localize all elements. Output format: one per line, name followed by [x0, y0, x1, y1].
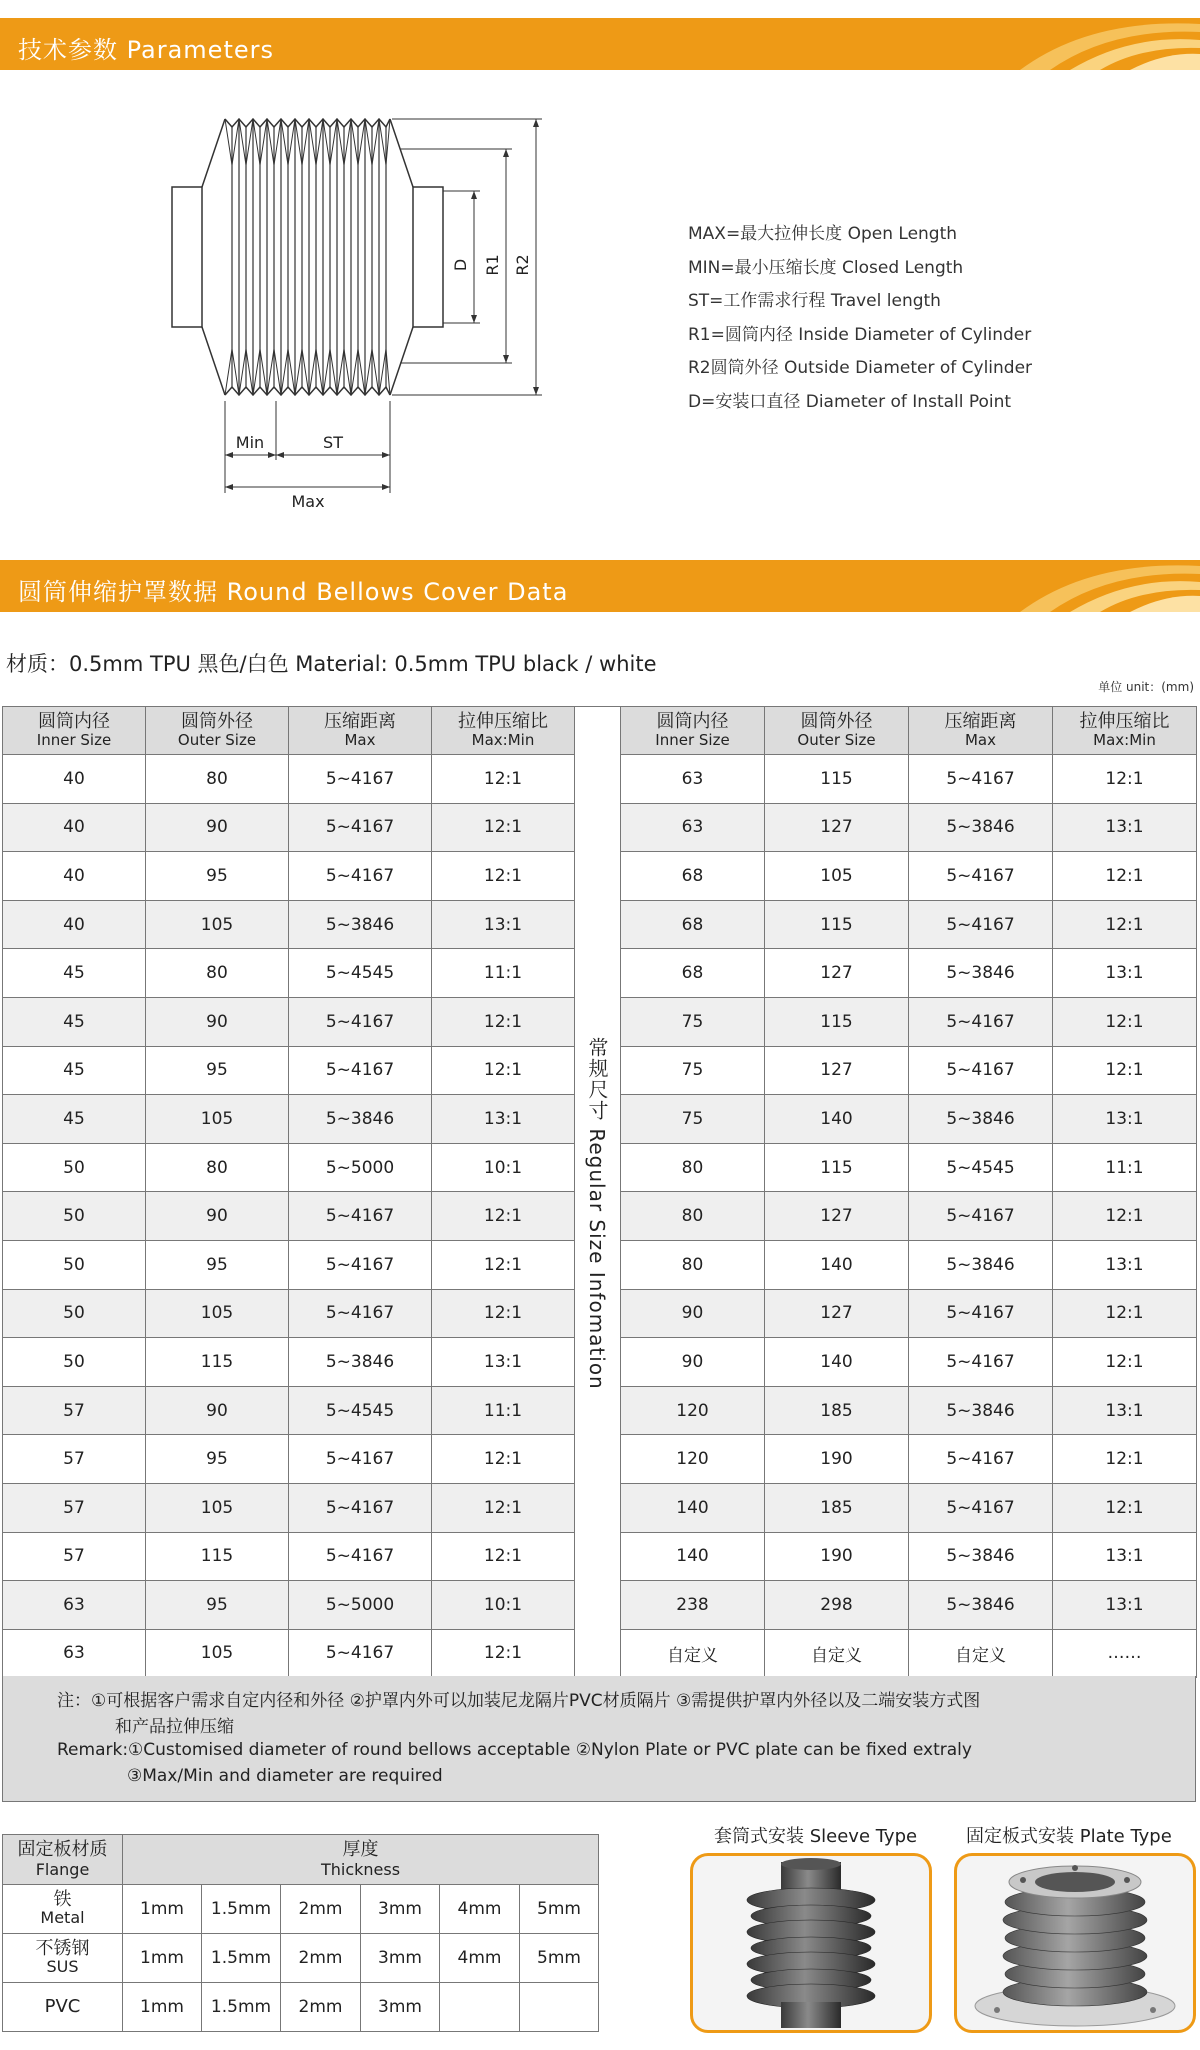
cell-right-max: 5~3846 [909, 949, 1053, 998]
cell-left-outer-size: 95 [146, 1240, 289, 1289]
cell-left-ratio: 13:1 [432, 900, 575, 949]
cell-left-outer-size: 90 [146, 803, 289, 852]
legend-d: D=安装口直径 Diameter of Install Point [688, 391, 1012, 412]
cell-left-inner-size: 57 [3, 1386, 146, 1435]
cell-right-outer-size: 140 [765, 1240, 909, 1289]
flange-material-en: Metal [40, 1908, 85, 1927]
cell-left-max: 5~4167 [289, 1240, 432, 1289]
cell-left-outer-size: 105 [146, 900, 289, 949]
cell-right-outer-size: 自定义 [765, 1629, 909, 1678]
diagram-label-d: D [451, 258, 470, 272]
sleeve-type-label: 套筒式安装 Sleeve Type [714, 1826, 918, 1847]
cell-right-ratio: 12:1 [1053, 1289, 1197, 1338]
cell-left-ratio: 11:1 [432, 949, 575, 998]
header-ratio: 拉伸压缩比 Max:Min [432, 707, 575, 755]
cell-right-ratio: 13:1 [1053, 1532, 1197, 1581]
cell-right-max: 5~4167 [909, 1289, 1053, 1338]
flange-thickness-table [2, 1834, 599, 2032]
cell-left-outer-size: 90 [146, 1386, 289, 1435]
cell-right-inner-size: 90 [621, 1289, 765, 1338]
cell-left-outer-size: 105 [146, 1629, 289, 1678]
cell-right-inner-size: 80 [621, 1240, 765, 1289]
table-row [3, 755, 1197, 804]
cell-left-ratio: 10:1 [432, 1143, 575, 1192]
legend-r1: R1=圆筒内径 Inside Diameter of Cylinder [688, 324, 1032, 345]
parameters-title: 技术参数 Parameters [18, 36, 274, 64]
cell-left-inner-size: 57 [3, 1532, 146, 1581]
sleeve-bellows-icon [693, 1856, 929, 2030]
cell-left-outer-size: 90 [146, 997, 289, 1046]
thickness-cell: 1.5mm [202, 1934, 281, 1983]
flange-material-cell [3, 1885, 123, 1934]
cell-left-outer-size: 95 [146, 1046, 289, 1095]
diagram-label-r2: R2 [513, 254, 532, 276]
cell-left-ratio: 12:1 [432, 1629, 575, 1678]
cell-left-ratio: 12:1 [432, 1240, 575, 1289]
cell-right-max: 5~3846 [909, 1532, 1053, 1581]
thickness-cell: 1mm [123, 1934, 202, 1983]
cell-right-outer-size: 127 [765, 1289, 909, 1338]
cell-right-inner-size: 140 [621, 1532, 765, 1581]
cell-left-ratio: 13:1 [432, 1338, 575, 1387]
cell-left-ratio: 10:1 [432, 1581, 575, 1630]
material-line: 材质：0.5mm TPU 黑色/白色 Material: 0.5mm TPU black / white [6, 652, 657, 676]
cell-left-outer-size: 115 [146, 1532, 289, 1581]
thickness-cell: 2mm [281, 1885, 361, 1934]
legend-min: MIN=最小压缩长度 Closed Length [688, 257, 964, 278]
cell-left-inner-size: 40 [3, 900, 146, 949]
regular-size-text: 常规尺寸 Regular Size Infomation [585, 1037, 609, 1390]
cell-right-outer-size: 115 [765, 997, 909, 1046]
cell-left-outer-size: 80 [146, 1143, 289, 1192]
bellows-size-table [2, 706, 1197, 1678]
diagram-label-st: ST [323, 433, 343, 452]
cell-left-inner-size: 50 [3, 1192, 146, 1241]
header-outer-size: 圆筒外径 Outer Size [146, 707, 289, 755]
cell-left-inner-size: 45 [3, 997, 146, 1046]
cell-left-max: 5~4167 [289, 997, 432, 1046]
bellows-parameter-diagram [160, 105, 580, 525]
cell-left-inner-size: 40 [3, 755, 146, 804]
cell-right-inner-size: 63 [621, 755, 765, 804]
flange-row [3, 1983, 599, 2032]
cell-left-ratio: 13:1 [432, 1095, 575, 1144]
legend-max: MAX=最大拉伸长度 Open Length [688, 224, 958, 244]
cell-right-inner-size: 68 [621, 852, 765, 901]
cell-left-outer-size: 105 [146, 1095, 289, 1144]
cell-left-inner-size: 45 [3, 1046, 146, 1095]
thickness-cell: 3mm [361, 1885, 440, 1934]
cell-left-outer-size: 80 [146, 949, 289, 998]
cell-left-max: 5~4167 [289, 1483, 432, 1532]
regular-size-label [575, 755, 621, 1678]
parameters-banner [0, 18, 1200, 70]
thickness-cell [440, 1983, 520, 2032]
cell-right-outer-size: 190 [765, 1435, 909, 1484]
flange-material-cn: 不锈钢 [35, 1938, 90, 1959]
cell-right-ratio: …… [1053, 1629, 1197, 1678]
cell-left-outer-size: 95 [146, 1581, 289, 1630]
cell-right-max: 5~4167 [909, 1483, 1053, 1532]
cell-right-max: 5~3846 [909, 803, 1053, 852]
cell-right-ratio: 13:1 [1053, 949, 1197, 998]
cell-left-inner-size: 50 [3, 1338, 146, 1387]
cell-left-outer-size: 105 [146, 1483, 289, 1532]
cell-right-ratio: 13:1 [1053, 803, 1197, 852]
cell-right-ratio: 13:1 [1053, 1581, 1197, 1630]
cell-right-outer-size: 105 [765, 852, 909, 901]
cell-right-max: 5~3846 [909, 1240, 1053, 1289]
unit-label: 单位 unit：(mm) [1098, 680, 1194, 694]
flange-material-en: SUS [46, 1957, 79, 1976]
cell-left-inner-size: 50 [3, 1240, 146, 1289]
cell-right-outer-size: 190 [765, 1532, 909, 1581]
cell-right-inner-size: 68 [621, 949, 765, 998]
cell-left-max: 5~4545 [289, 949, 432, 998]
cell-right-max: 自定义 [909, 1629, 1053, 1678]
cell-right-max: 5~4167 [909, 1435, 1053, 1484]
cell-left-inner-size: 63 [3, 1629, 146, 1678]
note-cn-line2: 和产品拉伸压缩 [115, 1717, 234, 1737]
cell-right-max: 5~4167 [909, 755, 1053, 804]
thickness-cell: 2mm [281, 1983, 361, 2032]
thickness-cell: 5mm [520, 1885, 599, 1934]
bellows-data-title: 圆筒伸缩护罩数据 Round Bellows Cover Data [18, 578, 569, 606]
cell-left-outer-size: 115 [146, 1338, 289, 1387]
table-header-row [3, 707, 1197, 755]
cell-left-inner-size: 40 [3, 803, 146, 852]
cell-left-inner-size: 50 [3, 1289, 146, 1338]
cell-right-ratio: 11:1 [1053, 1143, 1197, 1192]
thickness-cell: 4mm [440, 1885, 520, 1934]
header-inner-size-right: 圆筒内径 Inner Size [621, 707, 765, 755]
thickness-cell: 1mm [123, 1885, 202, 1934]
header-outer-size-right: 圆筒外径 Outer Size [765, 707, 909, 755]
cell-left-ratio: 12:1 [432, 1046, 575, 1095]
note-cn-line1: 注：①可根据客户需求自定内径和外径 ②护罩内外可以加装尼龙隔片PVC材质隔片 ③需提供护罩内外径以及二端安装方式图 [57, 1691, 981, 1711]
header-max: 压缩距离 Max [289, 707, 432, 755]
remarks-box [2, 1676, 1196, 1802]
cell-right-inner-size: 80 [621, 1192, 765, 1241]
cell-left-max: 5~3846 [289, 900, 432, 949]
cell-left-ratio: 12:1 [432, 1483, 575, 1532]
cell-left-ratio: 12:1 [432, 1192, 575, 1241]
banner-wave-decoration [1000, 18, 1200, 70]
flange-material-cell [3, 1983, 123, 2032]
legend-st: ST=工作需求行程 Travel length [688, 291, 941, 311]
cell-right-ratio: 13:1 [1053, 1095, 1197, 1144]
cell-right-ratio: 12:1 [1053, 1483, 1197, 1532]
diagram-label-max: Max [291, 492, 325, 511]
cell-right-ratio: 12:1 [1053, 1435, 1197, 1484]
cell-left-ratio: 12:1 [432, 852, 575, 901]
cell-left-max: 5~5000 [289, 1581, 432, 1630]
thickness-cell: 3mm [361, 1934, 440, 1983]
note-en-line1: Remark:①Customised diameter of round bellows acceptable ②Nylon Plate or PVC plate can be fixed extraly [57, 1740, 972, 1760]
cell-right-ratio: 12:1 [1053, 755, 1197, 804]
thickness-cell: 5mm [520, 1934, 599, 1983]
cell-right-inner-size: 80 [621, 1143, 765, 1192]
header-inner-size: 圆筒内径 Inner Size [3, 707, 146, 755]
thickness-cell [520, 1983, 599, 2032]
cell-left-ratio: 12:1 [432, 1532, 575, 1581]
cell-left-max: 5~4167 [289, 1532, 432, 1581]
legend-r2: R2圆筒外径 Outside Diameter of Cylinder [688, 358, 1033, 378]
cell-left-inner-size: 57 [3, 1435, 146, 1484]
cell-right-max: 5~3846 [909, 1581, 1053, 1630]
flange-header-row [3, 1835, 599, 1885]
cell-right-ratio: 13:1 [1053, 1386, 1197, 1435]
cell-right-ratio: 12:1 [1053, 1192, 1197, 1241]
cell-left-outer-size: 105 [146, 1289, 289, 1338]
flange-material-cn: 铁 [53, 1889, 72, 1910]
cell-left-max: 5~4167 [289, 1046, 432, 1095]
cell-right-inner-size: 120 [621, 1386, 765, 1435]
thickness-cell: 1.5mm [202, 1983, 281, 2032]
cell-right-ratio: 13:1 [1053, 1240, 1197, 1289]
cell-left-max: 5~4167 [289, 1289, 432, 1338]
cell-left-ratio: 12:1 [432, 755, 575, 804]
thickness-cell: 3mm [361, 1983, 440, 2032]
cell-left-max: 5~4167 [289, 1629, 432, 1678]
cell-right-ratio: 12:1 [1053, 997, 1197, 1046]
flange-material-en: PVC [44, 1996, 81, 2017]
thickness-cell: 1mm [123, 1983, 202, 2032]
cell-right-outer-size: 115 [765, 1143, 909, 1192]
cell-left-ratio: 12:1 [432, 1435, 575, 1484]
cell-right-outer-size: 185 [765, 1483, 909, 1532]
cell-left-outer-size: 95 [146, 852, 289, 901]
cell-left-inner-size: 50 [3, 1143, 146, 1192]
cell-right-max: 5~3846 [909, 1095, 1053, 1144]
cell-right-inner-size: 68 [621, 900, 765, 949]
cell-right-outer-size: 127 [765, 803, 909, 852]
cell-right-inner-size: 75 [621, 1046, 765, 1095]
cell-left-outer-size: 95 [146, 1435, 289, 1484]
cell-right-outer-size: 140 [765, 1095, 909, 1144]
cell-right-ratio: 12:1 [1053, 1338, 1197, 1387]
cell-left-outer-size: 80 [146, 755, 289, 804]
cell-right-outer-size: 185 [765, 1386, 909, 1435]
cell-left-ratio: 12:1 [432, 803, 575, 852]
cell-right-inner-size: 238 [621, 1581, 765, 1630]
plate-type-image [954, 1853, 1196, 2033]
cell-right-inner-size: 75 [621, 1095, 765, 1144]
thickness-cell: 2mm [281, 1934, 361, 1983]
cell-left-max: 5~4167 [289, 755, 432, 804]
cell-right-outer-size: 115 [765, 900, 909, 949]
cell-right-inner-size: 120 [621, 1435, 765, 1484]
cell-right-outer-size: 140 [765, 1338, 909, 1387]
thickness-cell: 4mm [440, 1934, 520, 1983]
diagram-label-min: Min [235, 433, 265, 452]
cell-right-inner-size: 140 [621, 1483, 765, 1532]
cell-right-ratio: 12:1 [1053, 1046, 1197, 1095]
cell-right-max: 5~4167 [909, 997, 1053, 1046]
cell-right-inner-size: 75 [621, 997, 765, 1046]
cell-left-inner-size: 45 [3, 949, 146, 998]
cell-right-max: 5~4167 [909, 1338, 1053, 1387]
cell-right-inner-size: 90 [621, 1338, 765, 1387]
cell-right-max: 5~4167 [909, 900, 1053, 949]
cell-right-outer-size: 127 [765, 1192, 909, 1241]
cell-left-max: 5~3846 [289, 1095, 432, 1144]
header-spacer [575, 707, 621, 755]
cell-left-max: 5~5000 [289, 1143, 432, 1192]
cell-left-inner-size: 63 [3, 1581, 146, 1630]
cell-left-max: 5~3846 [289, 1338, 432, 1387]
header-ratio-right: 拉伸压缩比 Max:Min [1053, 707, 1197, 755]
cell-left-max: 5~4167 [289, 803, 432, 852]
parameter-legend [688, 218, 1032, 419]
flange-row [3, 1885, 599, 1934]
flange-material-header: 固定板材质 Flange [3, 1835, 123, 1885]
diagram-label-r1: R1 [483, 254, 502, 276]
cell-left-ratio: 11:1 [432, 1386, 575, 1435]
cell-right-inner-size: 63 [621, 803, 765, 852]
cell-left-max: 5~4167 [289, 852, 432, 901]
cell-right-max: 5~4167 [909, 1192, 1053, 1241]
header-max-right: 压缩距离 Max [909, 707, 1053, 755]
cell-right-ratio: 12:1 [1053, 900, 1197, 949]
cell-right-outer-size: 298 [765, 1581, 909, 1630]
cell-left-inner-size: 45 [3, 1095, 146, 1144]
cell-left-ratio: 12:1 [432, 997, 575, 1046]
cell-left-max: 5~4167 [289, 1192, 432, 1241]
plate-type-label: 固定板式安装 Plate Type [966, 1826, 1172, 1847]
cell-left-max: 5~4545 [289, 1386, 432, 1435]
flange-row [3, 1934, 599, 1983]
cell-left-outer-size: 90 [146, 1192, 289, 1241]
thickness-cell: 1.5mm [202, 1885, 281, 1934]
cell-right-max: 5~4167 [909, 1046, 1053, 1095]
sleeve-type-image [690, 1853, 932, 2033]
cell-right-ratio: 12:1 [1053, 852, 1197, 901]
cell-right-max: 5~4167 [909, 852, 1053, 901]
cell-left-max: 5~4167 [289, 1435, 432, 1484]
cell-right-max: 5~3846 [909, 1386, 1053, 1435]
cell-left-inner-size: 57 [3, 1483, 146, 1532]
cell-right-max: 5~4545 [909, 1143, 1053, 1192]
note-en-line2: ③Max/Min and diameter are required [127, 1766, 443, 1786]
cell-right-outer-size: 127 [765, 949, 909, 998]
plate-bellows-icon [957, 1856, 1193, 2030]
bellows-data-banner [0, 560, 1200, 612]
cell-right-outer-size: 115 [765, 755, 909, 804]
banner-wave-decoration [1000, 560, 1200, 612]
cell-left-ratio: 12:1 [432, 1289, 575, 1338]
cell-right-outer-size: 127 [765, 1046, 909, 1095]
flange-material-cell [3, 1934, 123, 1983]
cell-right-inner-size: 自定义 [621, 1629, 765, 1678]
cell-left-inner-size: 40 [3, 852, 146, 901]
flange-thickness-header: 厚度 Thickness [123, 1835, 599, 1885]
